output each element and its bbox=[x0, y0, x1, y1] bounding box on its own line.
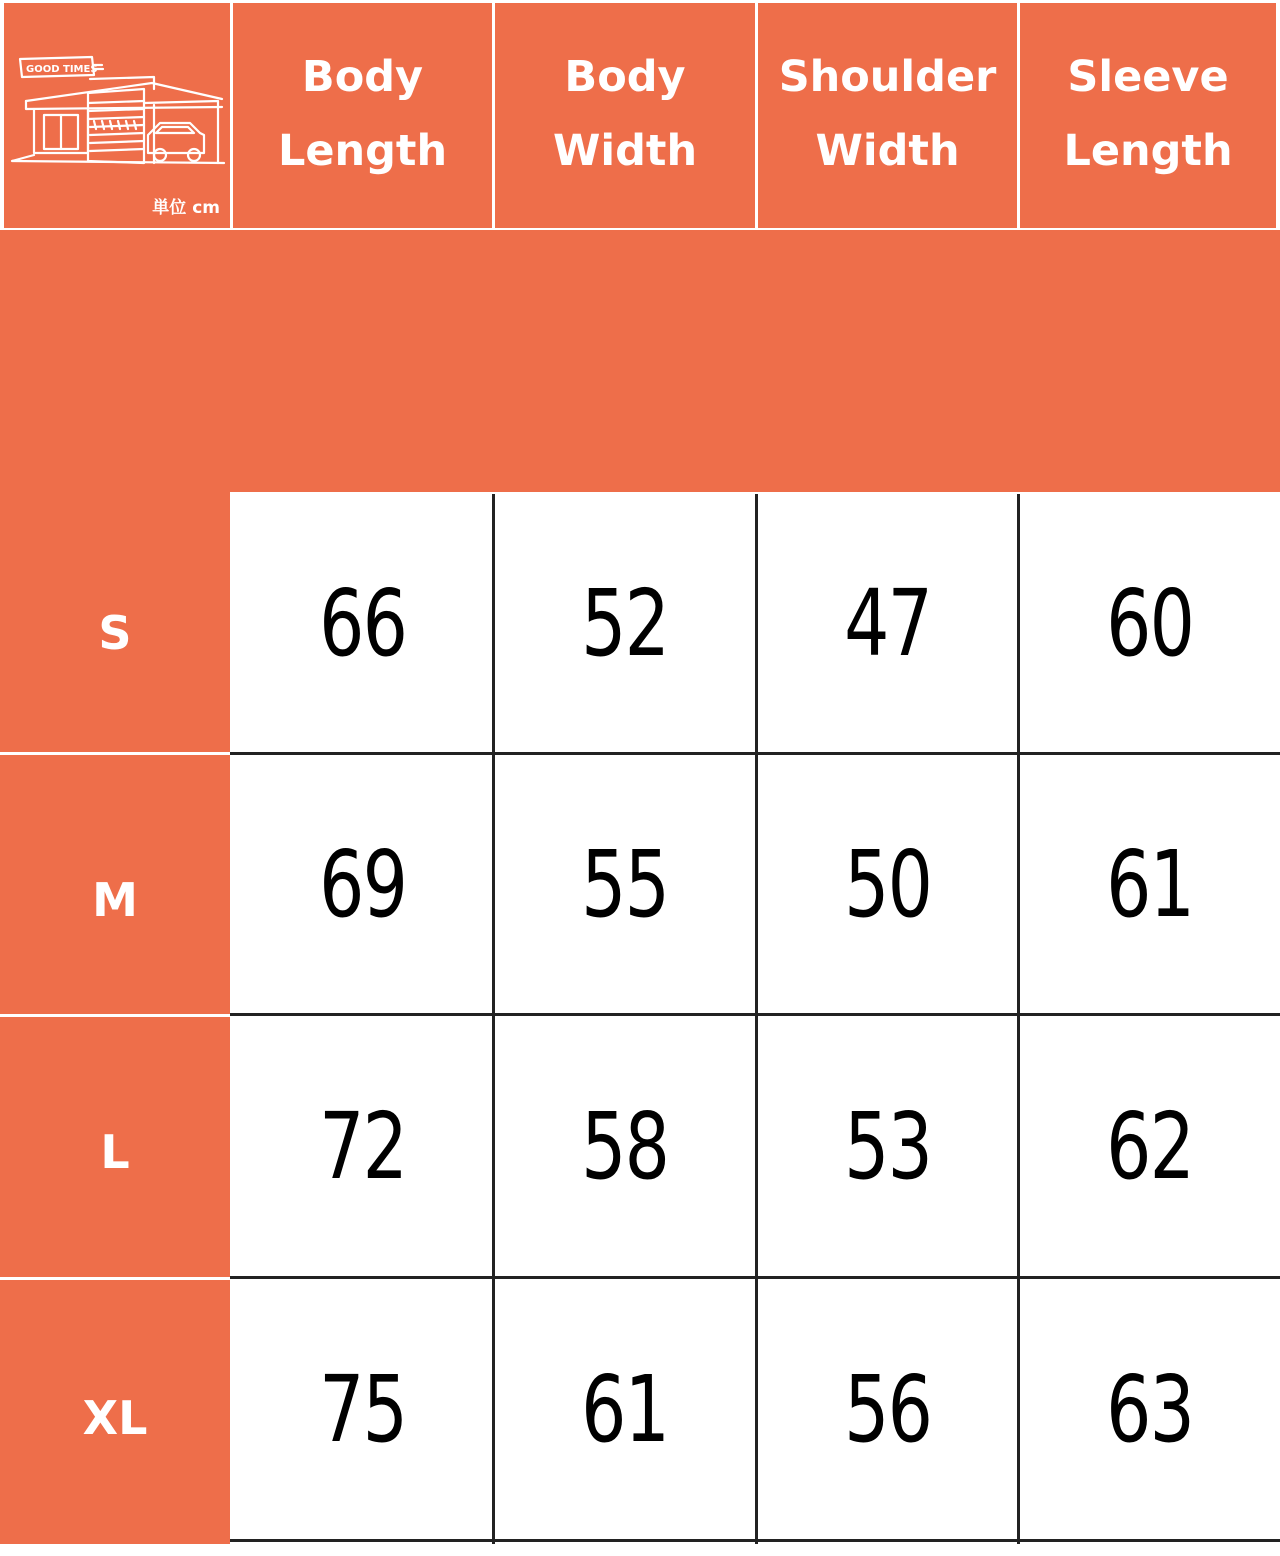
header-divider bbox=[1276, 0, 1280, 228]
column-header-sleeve-length bbox=[1020, 0, 1276, 228]
header-line: Shoulder bbox=[778, 52, 997, 102]
grid-line bbox=[230, 752, 1280, 755]
table-cell: 72 bbox=[233, 1017, 492, 1275]
header-line: Length bbox=[1063, 126, 1233, 176]
table-cell: 50 bbox=[758, 755, 1017, 1013]
svg-text:GOOD TIMES: GOOD TIMES bbox=[26, 64, 98, 75]
header-line: Body bbox=[301, 52, 424, 102]
table-cell: 75 bbox=[233, 1280, 492, 1538]
table-cell: 62 bbox=[1020, 1017, 1280, 1275]
table-cell: 53 bbox=[758, 1017, 1017, 1275]
table-cell: 61 bbox=[1020, 755, 1280, 1013]
grid-line bbox=[755, 494, 758, 1544]
table-cell: 61 bbox=[495, 1280, 755, 1538]
grid-line bbox=[492, 494, 495, 1544]
grid-line bbox=[230, 1539, 1280, 1542]
size-label-m: M bbox=[92, 873, 138, 927]
table-cell: 63 bbox=[1020, 1280, 1280, 1538]
unit-label: 単位 cm bbox=[152, 198, 220, 218]
table-cell: 52 bbox=[495, 494, 755, 752]
grid-line bbox=[230, 1276, 1280, 1279]
header-line: Width bbox=[815, 126, 960, 176]
header-line: Sleeve bbox=[1067, 52, 1229, 102]
table-cell: 69 bbox=[233, 755, 492, 1013]
grid-line bbox=[230, 1013, 1280, 1016]
logo-cell bbox=[4, 3, 230, 228]
size-divider bbox=[0, 752, 230, 755]
size-label-s: S bbox=[98, 606, 132, 660]
header-line: Body bbox=[564, 52, 686, 102]
size-label-l: L bbox=[100, 1125, 130, 1179]
column-header-body-width bbox=[495, 0, 755, 228]
table-cell: 56 bbox=[758, 1280, 1017, 1538]
table-cell: 60 bbox=[1020, 494, 1280, 752]
header-divider bbox=[0, 228, 1280, 230]
header-line: Length bbox=[277, 126, 448, 176]
grid-line bbox=[1017, 494, 1020, 1544]
size-divider bbox=[0, 1277, 230, 1280]
table-cell: 47 bbox=[758, 494, 1017, 752]
header-line: Width bbox=[552, 126, 698, 176]
table-cell: 55 bbox=[495, 755, 755, 1013]
column-header-shoulder-width bbox=[758, 0, 1017, 228]
size-label-xl: XL bbox=[82, 1391, 148, 1445]
spacer-band bbox=[0, 230, 1280, 492]
table-cell: 58 bbox=[495, 1017, 755, 1275]
size-divider bbox=[0, 1014, 230, 1017]
table-cell: 66 bbox=[233, 494, 492, 752]
column-header-body-length bbox=[233, 0, 492, 228]
